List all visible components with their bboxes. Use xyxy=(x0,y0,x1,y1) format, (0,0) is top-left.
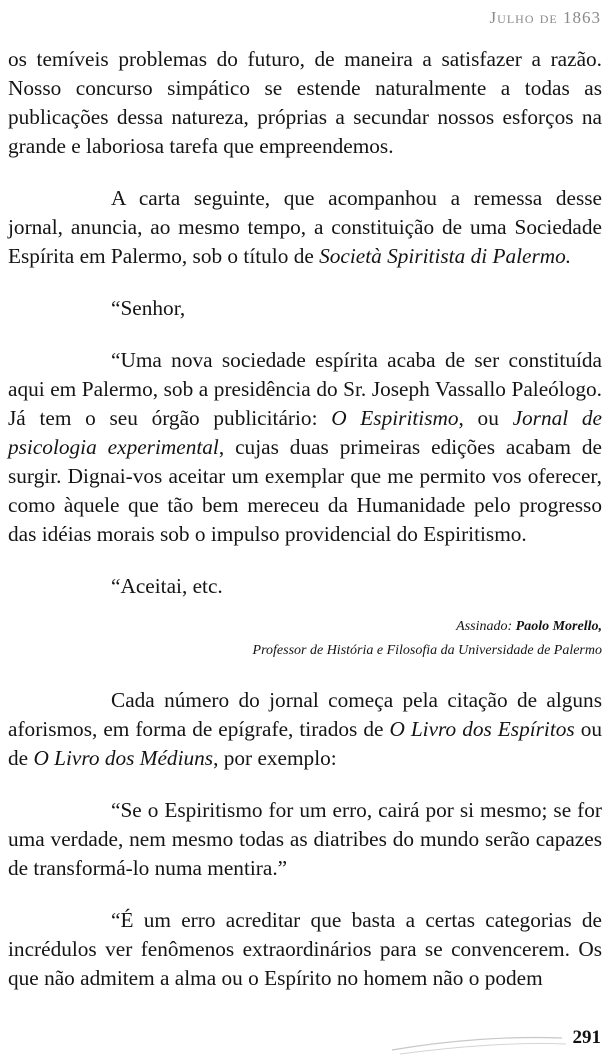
journal-subtitle: Jornal de psicologia experimental xyxy=(8,406,602,459)
letter-body xyxy=(8,346,602,549)
paragraph-2 xyxy=(8,184,602,271)
letter-closing: “Aceitai, etc. xyxy=(111,574,223,598)
quote-2: “É um erro acreditar que basta a certas categorias de incrédulos ver fenômenos extraordinários para se convencerem. Os que não admitem a alma ou o Espírito no homem não o podem xyxy=(8,908,602,990)
page-number: 291 xyxy=(572,1027,601,1048)
aphorisms-intro-text-1: Cada número do jornal começa pela citação de alguns aforismos, em forma de epígrafe, tirados de xyxy=(8,688,602,741)
paragraph-2-text: A carta seguinte, que acompanhou a remessa desse jornal, anuncia, ao mesmo tempo, a constituição de uma Sociedade Espírita em Palermo, sob o título de xyxy=(8,186,602,268)
society-name: Società Spiritista di Palermo. xyxy=(319,244,572,268)
journal-name: O Espiritismo xyxy=(331,406,459,430)
signature-name: Paolo Morello, xyxy=(515,619,602,634)
running-header: Julho de 1863 xyxy=(489,8,601,27)
page-ornament-swoosh xyxy=(390,1020,590,1060)
letter-body-text-3: , cujas duas primeiras edições acabam de surgir. Dignai-vos aceitar um exemplar que me permito vos oferecer, como àquele que tão bem mereceu da Humanidade pelo progresso das idéias morais sob o impulso providencial do Espiritismo. xyxy=(8,435,602,546)
signature-line xyxy=(8,615,602,639)
letter-salutation: “Senhor, xyxy=(111,296,186,320)
paragraph-1: os temíveis problemas do futuro, de maneira a satisfazer a razão. Nosso concurso simpático se estende naturalmente a todas as publicações dessa natureza, próprias a secundar nossos esforços na grande e laboriosa tarefa que empreendemos. xyxy=(8,47,602,158)
aphorisms-intro-text-3: , por exemplo: xyxy=(213,746,337,770)
paragraph-aphorisms-intro xyxy=(8,686,602,773)
quote-1: “Se o Espiritismo for um erro, cairá por si mesmo; se for uma verdade, nem mesmo todas as diatribes do mundo serão capazes de transformá-lo numa mentira.” xyxy=(8,798,602,880)
letter-body-text-2: , ou xyxy=(458,406,513,430)
letter-body-text-1: “Uma nova sociedade espírita acaba de ser constituída aqui em Palermo, sob a presidência do Sr. Joseph Vassallo Paleólogo. Já tem o seu órgão publicitário: xyxy=(8,348,602,430)
book-title-1: O Livro dos Espíritos xyxy=(389,717,575,741)
aphorisms-intro-text-2: ou de xyxy=(8,717,603,770)
signature-title: Professor de História e Filosofia da Universidade de Palermo xyxy=(252,643,602,658)
book-title-2: O Livro dos Médiuns xyxy=(33,746,214,770)
page-body xyxy=(8,45,602,993)
signature-block xyxy=(8,615,602,663)
signature-prefix: Assinado: xyxy=(456,619,516,634)
